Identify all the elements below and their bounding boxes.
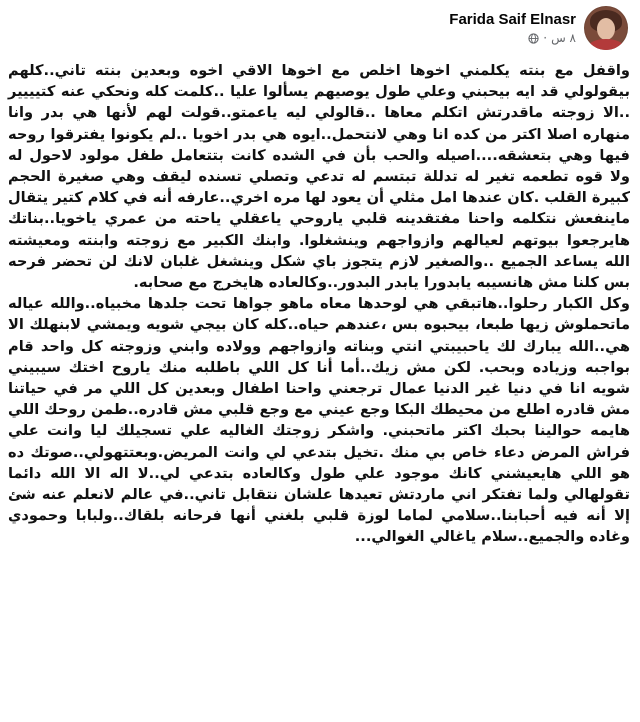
post-timestamp[interactable]: ٨ س: [551, 31, 576, 45]
post-subline: [449, 31, 576, 45]
author-avatar[interactable]: [584, 6, 628, 50]
post-body-text: واقفل مع بنته يكلمني اخوها اخلص مع اخوها الاقي اخوه وبعدين بنته تاني..كلهم بيقولولي قد ايه بيحبني وعلي طول يوصيهم يسألوا عليا ..كلمت كله ونحكي عنه كتيييير ..الا زوجته ماقدرتش اتكلم معاها ..قالولي ليه ياعمتو..قولت لهم لأنها هي بدر وانا منهاره اصلا اكتر من كده انا وهي لانتحمل..ايوه هي بدر اخويا ..لم يكونوا يفترقوا روحه فيها وهي بتعشقه....اصيله والحب بأن في الشده كانت بتتعامل طفل مولود لاحول له ولا قوه تطعمه تغير له تدللة تبتسم له تدعي وتصلي تسنده ليقف وهي صغيرة الحجم كبيرة القلب .كان عندها امل مثلي أن يعود لها مره اخري..عارفه أنه في كلام كتير يتقال ماينفعش نتكلمه واحنا مفتقدينه قلبي ياروحي ياعقلي ياحته من عمري ياخويا..بناتك هايرجعوا بيوتهم لعيالهم وازواجهم وينشغلوا. وابنك الكبير مع زوجته وابنته ومعيشته الله يساعد الجميع ..والصغير لازم يتجوز باي شكل وينشغل غلبان لانك لن تحضر فرحه بس كلنا مش هانسيبه يابدورا يابدر البدور..وكالعاده هايخرج مع صحابه. وكل الكبار رحلوا..هاتبقي هي لوحدها معاه ماهو جواها تحت جلدها مخبياه..والله عياله ماتحملوش زيها طبعا، بيحبوه بس ،عندهم حياه..كله كان بيجي شويه ويمشي لابنهلك الا هي..الله يبارك لك ياحبيبتي انتي وبناته وازواجهم وولاده وابني وزوجته كل واحد قام بواجبه وزياده وبحب. لكن مش زيك..أما أنا كل اللي باطلبه منك ياروح اختك سيبيني شويه انا في دنيا غير الدنيا عمال ترجعني واحنا اطفال وبعدين كل اللي مر في حياتنا مش قادره اطلع من محيطك البكا وجع عيني مع وجع قلبي مش قادره..طمن روحك اللي هايمه حوالينا بحبك اكتر ماتحبني. واشكر زوجتك الغاليه علي تسجيلك ليا وانت علي فراش المرض دعاء خاص بي منك .تخيل بتدعي لي وانت المريض.وبعتتهولي..صوتك ده هو اللي هايعيشني كانك موجود علي طول وكالعاده بتدعي لي..لا اله الا الله دائما تقولهالي ولما تفتكر اني ماردتش تعيدها علشان نتقابل تاني..في عالم لانعلم عنه شئ إلا أنه فيه أحبابنا..سلامي لماما لوزة قلبي بلغني أنها فرحانه بلقاك..ولبابا وحمودي وغاده والجميع..سلام ياغالي الغوالي...: [8, 62, 630, 546]
avatar-shirt: [588, 39, 624, 50]
post-meta: [449, 11, 576, 45]
globe-icon: [528, 33, 539, 44]
avatar-face: [597, 18, 615, 40]
post-header: [449, 6, 628, 50]
author-name[interactable]: Farida Saif Elnasr: [449, 11, 576, 28]
meta-separator: ·: [543, 31, 548, 45]
